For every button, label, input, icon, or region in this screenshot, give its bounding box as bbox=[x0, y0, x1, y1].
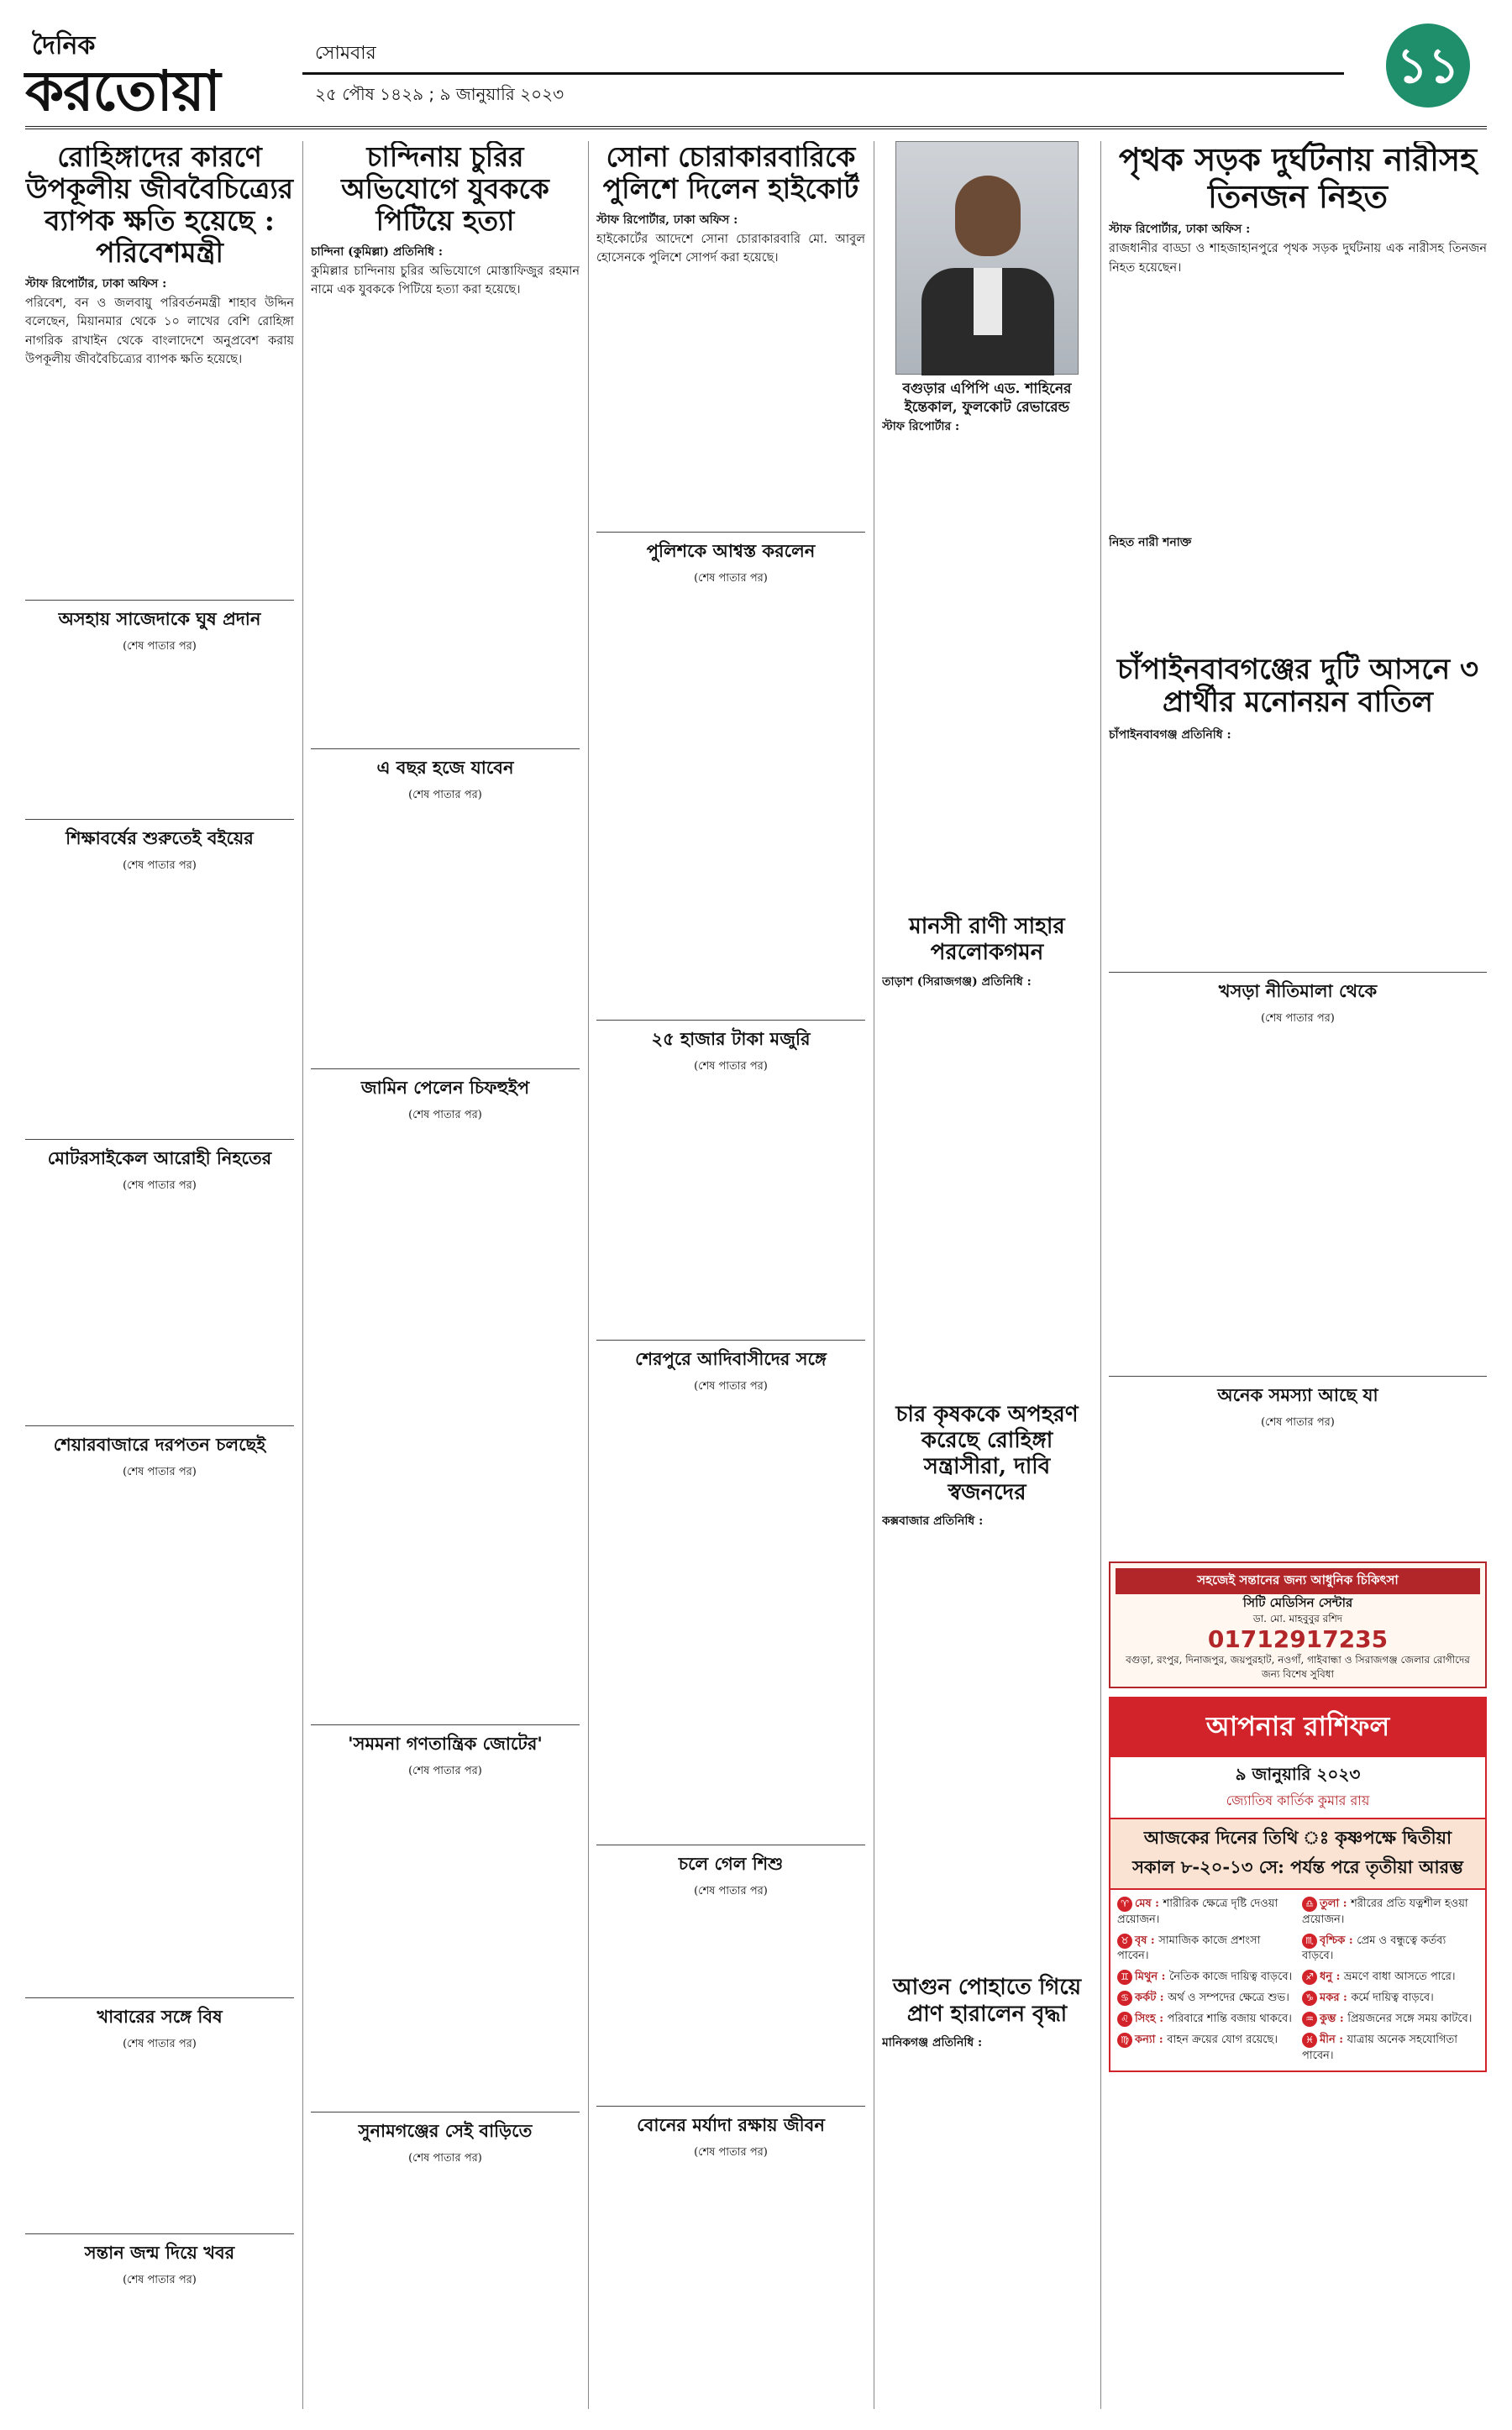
article-lead: কুমিল্লার চান্দিনায় চুরির অভিযোগে মোস্তাফিজুর রহমান নামে এক যুবককে পিটিয়ে হত্যা করা হয়েছে। bbox=[311, 264, 580, 297]
zodiac-entry bbox=[1302, 1970, 1478, 1986]
zodiac-text: প্রিয়জনের সঙ্গে সময় কাটবে। bbox=[1347, 2012, 1473, 2025]
byline: স্টাফ রিপোর্টার : bbox=[882, 420, 960, 434]
byline: স্টাফ রিপোর্টার, ঢাকা অফিস : bbox=[25, 276, 167, 291]
zodiac-text: শারীরিক ক্ষেত্রে দৃষ্টি দেওয়া প্রয়োজন। bbox=[1117, 1897, 1278, 1926]
article-body bbox=[311, 2171, 580, 2409]
article-body bbox=[882, 992, 1092, 1395]
article-body bbox=[311, 303, 580, 740]
zodiac-sign-icon: ♒ bbox=[1302, 2012, 1317, 2027]
subhead-many-problems[interactable]: অনেক সমস্যা আছে যা bbox=[1109, 1376, 1487, 1411]
headline-chandina[interactable]: চান্দিনায় চুরির অভিযোগে যুবককে পিটিয়ে হত্যা bbox=[341, 141, 549, 237]
zodiac-name: সিংহ : bbox=[1135, 2012, 1168, 2025]
ad-title: সহজেই সন্তানের জন্য আধুনিক চিকিৎসা bbox=[1116, 1568, 1480, 1594]
zodiac-text: অর্থ ও সম্পদের ক্ষেত্রে শুভ। bbox=[1168, 1992, 1289, 2005]
zodiac-text: সামাজিক কাজে প্রশংসা পাবেন। bbox=[1117, 1934, 1261, 1963]
subhead-hajj[interactable]: এ বছর হজে যাবেন bbox=[311, 748, 580, 784]
portrait-photo bbox=[895, 141, 1079, 375]
continuation-note: (শেষ পাতার পর) bbox=[123, 858, 197, 872]
byline: স্টাফ রিপোর্টার, ঢাকা অফিস : bbox=[596, 213, 738, 227]
zodiac-text: শরীরের প্রতি যত্নশীল হওয়া প্রয়োজন। bbox=[1302, 1897, 1468, 1926]
article-body bbox=[311, 808, 580, 1060]
article-body bbox=[25, 659, 294, 811]
continuation-note: (শেষ পাতার পর) bbox=[694, 1059, 768, 1073]
article-body bbox=[1109, 745, 1487, 963]
zodiac-name: মেষ : bbox=[1135, 1897, 1163, 1910]
inline-subhead: নিহত নারী শনাক্ত bbox=[1109, 536, 1192, 550]
article-body bbox=[25, 373, 294, 591]
horoscope-title: আপনার রাশিফল bbox=[1110, 1698, 1485, 1757]
zodiac-name: কুম্ভ : bbox=[1320, 2012, 1348, 2025]
headline-gold-smuggler[interactable]: সোনা চোরাকারবারিকে পুলিশে দিলেন হাইকোর্ট bbox=[602, 141, 859, 205]
ad-clinic-name: সিটি মেডিসিন সেন্টার bbox=[1242, 1594, 1353, 1610]
continuation-note: (শেষ পাতার পর) bbox=[694, 1884, 768, 1897]
column-3 bbox=[596, 141, 865, 2409]
article-body bbox=[311, 1128, 580, 1716]
zodiac-text: নৈতিক কাজে দায়িত্ব বাড়বে। bbox=[1168, 1971, 1293, 1984]
article-lead: হাইকোর্টের আদেশে সোনা চোরাকারবারি মো. আবুল হোসেনকে পুলিশে সোপর্দ করা হয়েছে। bbox=[596, 232, 865, 265]
zodiac-name: বৃশ্চিক : bbox=[1320, 1934, 1357, 1947]
column-divider bbox=[1100, 141, 1101, 2409]
zodiac-entry bbox=[1117, 1934, 1294, 1966]
subhead-books[interactable]: শিক্ষাবর্ষের শুরুতেই বইয়ের bbox=[25, 819, 294, 854]
zodiac-sign-icon: ♊ bbox=[1117, 1970, 1132, 1985]
zodiac-text: পরিবারে শান্তি বজায় থাকবে। bbox=[1167, 2012, 1292, 2025]
continuation-note: (শেষ পাতার পর) bbox=[408, 788, 482, 801]
newspaper-logo: করতোয়া bbox=[25, 59, 220, 123]
subhead-child-died[interactable]: চলে গেল শিশু bbox=[596, 1845, 865, 1880]
subhead-sajeda[interactable]: অসহায় সাজেদাকে ঘুষ প্রদান bbox=[25, 600, 294, 635]
article-body bbox=[596, 1904, 865, 2097]
continuation-note: (শেষ পাতার পর) bbox=[123, 2037, 197, 2050]
article-body bbox=[1109, 553, 1487, 653]
byline: চাঁপাইনবাবগঞ্জ প্রতিনিধি : bbox=[1109, 727, 1231, 742]
zodiac-entry bbox=[1302, 1897, 1478, 1929]
headline-manosi-rani[interactable]: মানসী রাণী সাহার পরলোকগমন bbox=[909, 914, 1065, 966]
zodiac-entry bbox=[1117, 1970, 1294, 1986]
clinic-advertisement[interactable] bbox=[1109, 1561, 1487, 1688]
zodiac-name: বৃষ : bbox=[1135, 1934, 1159, 1947]
photo-caption[interactable]: বগুড়ার এপিপি এড. শাহিনের ইন্তেকাল, ফুলকোট রেভারেন্ড bbox=[902, 381, 1072, 417]
headline-nomination-cancelled[interactable]: চাঁপাইনবাবগঞ্জের দুটি আসনে ৩ প্রার্থীর মনোনয়ন বাতিল bbox=[1116, 653, 1479, 720]
column-5 bbox=[1109, 141, 1487, 2409]
article-body bbox=[1109, 281, 1487, 533]
subhead-sharemarket[interactable]: শেয়ারবাজারে দরপতন চলছেই bbox=[25, 1425, 294, 1461]
column-divider bbox=[302, 141, 303, 2409]
byline: কক্সবাজার প্রতিনিধি : bbox=[882, 1514, 984, 1529]
article-body bbox=[25, 879, 294, 1131]
article-body bbox=[596, 271, 865, 523]
article-body bbox=[25, 2293, 294, 2409]
byline: স্টাফ রিপোর্টার, ঢাকা অফিস : bbox=[1109, 223, 1251, 237]
article-body bbox=[1109, 1031, 1487, 1367]
subhead-sister-dignity[interactable]: বোনের মর্যাদা রক্ষায় জীবন bbox=[596, 2106, 865, 2141]
continuation-note: (শেষ পাতার পর) bbox=[408, 2151, 482, 2165]
article-body bbox=[882, 2053, 1092, 2305]
subhead-sherpur[interactable]: শেরপুরে আদিবাসীদের সঙ্গে bbox=[596, 1340, 865, 1375]
zodiac-sign-icon: ♍ bbox=[1117, 2033, 1132, 2048]
subhead-wage[interactable]: ২৫ হাজার টাকা মজুরি bbox=[596, 1020, 865, 1055]
continuation-note: (শেষ পাতার পর) bbox=[408, 1108, 482, 1121]
article-lead: পরিবেশ, বন ও জলবায়ু পরিবর্তনমন্ত্রী শাহাব উদ্দিন বলেছেন, মিয়ানমার থেকে ১০ লাখের বেশি রোহিঙ্গা নাগরিক রাখাইন থেকে বাংলাদেশে অনুপ্রবেশ করায় উপকূলীয় জীববৈচিত্র্যের ব্যাপক ক্ষতি হয়েছে। bbox=[25, 296, 294, 367]
zodiac-name: কর্কট : bbox=[1135, 1992, 1168, 2005]
zodiac-text: যাত্রায় অনেক সহযোগিতা পাবেন। bbox=[1302, 2033, 1458, 2062]
zodiac-sign-icon: ♐ bbox=[1302, 1970, 1317, 1985]
column-4 bbox=[882, 141, 1092, 2409]
article-body bbox=[25, 2057, 294, 2225]
zodiac-name: মীন : bbox=[1320, 2033, 1347, 2046]
masthead bbox=[25, 15, 1487, 123]
zodiac-name: ধনু : bbox=[1320, 1971, 1344, 1984]
column-2 bbox=[311, 141, 580, 2409]
zodiac-sign-icon: ♌ bbox=[1117, 2012, 1132, 2027]
zodiac-entry bbox=[1117, 2033, 1294, 2065]
article-body bbox=[882, 1531, 1092, 1968]
subhead-police[interactable]: পুলিশকে আশ্বস্ত করলেন bbox=[596, 532, 865, 567]
article-lead: রাজধানীর বাড্ডা ও শাহজাহানপুরে পৃথক সড়ক দুর্ঘটনায় এক নারীসহ তিনজন নিহত হয়েছেন। bbox=[1109, 242, 1487, 275]
zodiac-entry bbox=[1302, 2033, 1478, 2065]
article-body bbox=[311, 1784, 580, 2103]
article-body bbox=[25, 1199, 294, 1417]
zodiac-entry bbox=[1302, 1934, 1478, 1966]
byline: মানিকগঞ্জ প্রতিনিধি : bbox=[882, 2035, 983, 2049]
zodiac-sign-icon: ♋ bbox=[1117, 1991, 1132, 2006]
article-body bbox=[882, 437, 1092, 907]
zodiac-entry bbox=[1117, 1991, 1294, 2007]
continuation-note: (শেষ পাতার পর) bbox=[694, 1379, 768, 1393]
horoscope-date: ৯ জানুয়ারি ২০২৩ bbox=[1235, 1763, 1361, 1784]
zodiac-sign-icon: ♓ bbox=[1302, 2033, 1317, 2048]
ad-doctor: ডা. মো. মাহবুবুর রশিদ bbox=[1252, 1612, 1343, 1624]
zodiac-name: মকর : bbox=[1320, 1992, 1352, 2005]
subhead-draft-policy[interactable]: খসড়া নীতিমালা থেকে bbox=[1109, 972, 1487, 1007]
horoscope-author: জ্যোতিষ কার্তিক কুমার রায় bbox=[1226, 1792, 1370, 1808]
subhead-poison[interactable]: খাবারের সঙ্গে বিষ bbox=[25, 1997, 294, 2033]
zodiac-text: প্রেম ও বন্ধুত্বে কর্তব্য বাড়বে। bbox=[1302, 1934, 1446, 1963]
byline: তাড়াশ (সিরাজগঞ্জ) প্রতিনিধি : bbox=[882, 974, 1032, 989]
continuation-note: (শেষ পাতার পর) bbox=[408, 1764, 482, 1777]
subhead-alliance[interactable]: 'সমমনা গণতান্ত্রিক জোটের' bbox=[311, 1724, 580, 1760]
zodiac-text: বাহন ক্রয়ের যোগ রয়েছে। bbox=[1167, 2033, 1278, 2046]
headline-old-woman-fire[interactable]: আগুন পোহাতে গিয়ে প্রাণ হারালেন বৃদ্ধা bbox=[892, 1975, 1082, 2027]
continuation-note: (শেষ পাতার পর) bbox=[123, 1465, 197, 1478]
continuation-note: (শেষ পাতার পর) bbox=[1261, 1011, 1335, 1025]
continuation-note: (শেষ পাতার পর) bbox=[123, 1178, 197, 1192]
subhead-bail[interactable]: জামিন পেলেন চিফহুইপ bbox=[311, 1068, 580, 1104]
headline-rohingya[interactable]: রোহিঙ্গাদের কারণে উপকূলীয় জীববৈচিত্র্যের ব্যাপক ক্ষতি হয়েছে : পরিবেশমন্ত্রী bbox=[25, 141, 294, 269]
subhead-motorcycle[interactable]: মোটরসাইকেল আরোহী নিহতের bbox=[25, 1139, 294, 1174]
tithi-label: আজকের দিনের তিথি ঃ কৃষ্ণপক্ষে দ্বিতীয়া bbox=[1143, 1826, 1452, 1848]
ad-phone-number[interactable]: 01712917235 bbox=[1207, 1625, 1389, 1654]
headline-road-accident[interactable]: পৃথক সড়ক দুর্ঘটনায় নারীসহ তিনজন নিহত bbox=[1118, 141, 1478, 215]
subhead-sunamganj[interactable]: সুনামগঞ্জের সেই বাড়িতে bbox=[311, 2112, 580, 2147]
horoscope-box bbox=[1109, 1697, 1487, 2073]
article-body bbox=[25, 1485, 294, 1989]
tithi-banner bbox=[1110, 1818, 1485, 1890]
byline: চান্দিনা (কুমিল্লা) প্রতিনিধি : bbox=[311, 244, 444, 259]
zodiac-text: কর্মে দায়িত্ব বাড়বে। bbox=[1351, 1992, 1434, 2005]
continuation-note: (শেষ পাতার পর) bbox=[694, 2145, 768, 2159]
column-1 bbox=[25, 141, 294, 2409]
continuation-note: (শেষ পাতার পর) bbox=[123, 2273, 197, 2286]
zodiac-name: কন্যা : bbox=[1135, 2033, 1168, 2046]
continuation-note: (শেষ পাতার পর) bbox=[694, 571, 768, 585]
zodiac-entry bbox=[1117, 2012, 1294, 2028]
page-number-badge: ১১ bbox=[1386, 24, 1470, 108]
article-body bbox=[596, 2165, 865, 2409]
zodiac-name: তুলা : bbox=[1320, 1897, 1352, 1910]
subhead-child[interactable]: সন্তান জন্ম দিয়ে খবর bbox=[25, 2233, 294, 2269]
zodiac-sign-icon: ♉ bbox=[1117, 1934, 1132, 1949]
article-body bbox=[596, 1079, 865, 1331]
masthead-rule bbox=[302, 72, 1344, 75]
zodiac-grid bbox=[1110, 1890, 1485, 2071]
article-body bbox=[596, 1399, 865, 1836]
zodiac-sign-icon: ♑ bbox=[1302, 1991, 1317, 2006]
headline-kidnapped-farmers[interactable]: চার কৃষককে অপহরণ করেছে রোহিঙ্গা সন্ত্রাসীরা, দাবি স্বজনদের bbox=[895, 1401, 1079, 1506]
column-divider bbox=[588, 141, 589, 2409]
zodiac-name: মিথুন : bbox=[1135, 1971, 1169, 1984]
zodiac-text: ভ্রমণে বাধা আসতে পারে। bbox=[1343, 1971, 1456, 1984]
issue-date: ২৫ পৌষ ১৪২৯ ; ৯ জানুয়ারি ২০২৩ bbox=[315, 84, 564, 104]
zodiac-sign-icon: ♈ bbox=[1117, 1897, 1132, 1912]
article-body bbox=[596, 591, 865, 1011]
continuation-note: (শেষ পাতার পর) bbox=[1261, 1415, 1335, 1429]
tithi-time: সকাল ৮-২০-১৩ সে: পর্যন্ত পরে তৃতীয়া আরম্ভ bbox=[1132, 1855, 1463, 1877]
top-divider bbox=[25, 126, 1487, 129]
ad-description: বগুড়া, রংপুর, দিনাজপুর, জয়পুরহাট, নওগাঁ, গাইবান্ধা ও সিরাজগঞ্জ জেলার রোগীদের জন্য বিশেষ সুবিধা bbox=[1126, 1654, 1470, 1681]
zodiac-sign-icon: ♏ bbox=[1302, 1934, 1317, 1949]
zodiac-sign-icon: ♎ bbox=[1302, 1897, 1317, 1912]
article-body bbox=[1109, 1435, 1487, 1561]
zodiac-entry bbox=[1117, 1897, 1294, 1929]
logo-small: দৈনিক bbox=[32, 31, 96, 60]
zodiac-entry bbox=[1302, 2012, 1478, 2028]
zodiac-entry bbox=[1302, 1991, 1478, 2007]
issue-day: সোমবার bbox=[315, 43, 376, 64]
continuation-note: (শেষ পাতার পর) bbox=[123, 639, 197, 653]
